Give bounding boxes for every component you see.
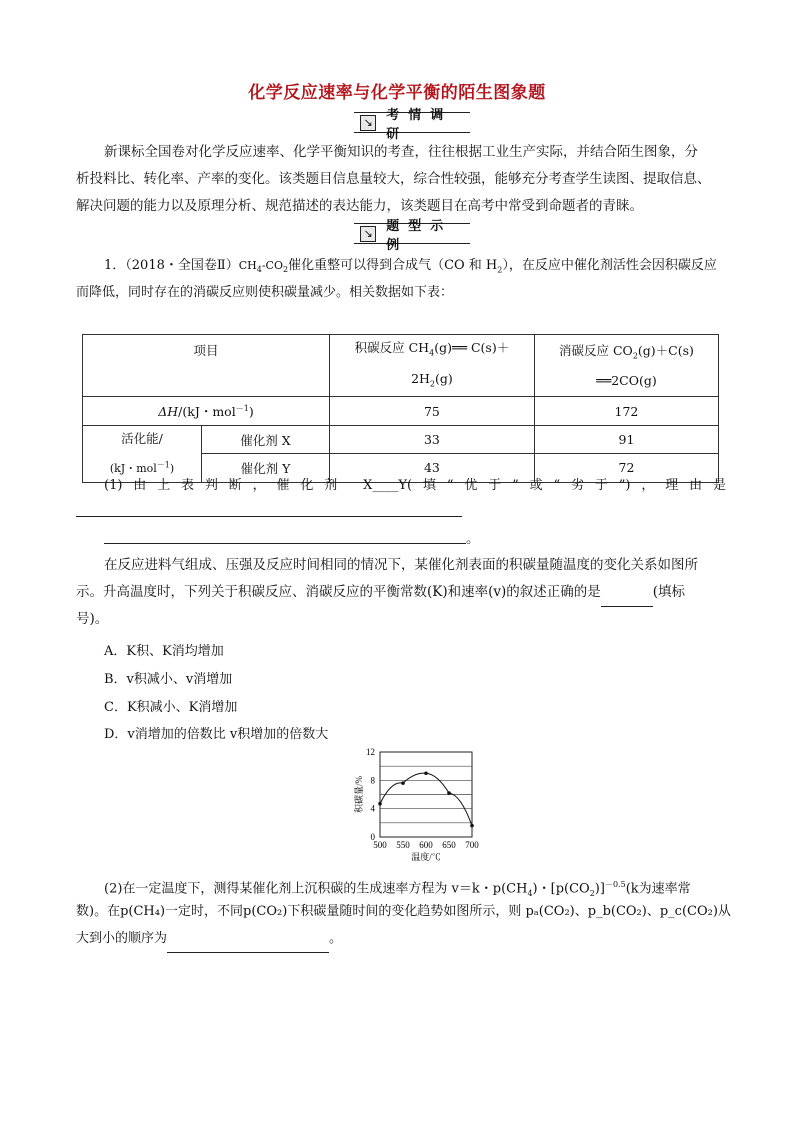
answer-blank [601,579,653,607]
table-cell: 33 [329,426,534,454]
data-point [378,802,382,806]
page-title: 化学反应速率与化学平衡的陌生图象题 [248,83,546,103]
table-header-reaction1: 积碳反应 $CH_4(g)══$ C(s)＋ $2H_2(g)$ [329,335,534,397]
para2-line-2: 示。升高温度时，下列关于积碳反应、消碳反应的平衡常数(K)和速率(v)的叙述正确的是 (填标 [76,579,685,607]
q1-text: 催化重整可以得到合成气（CO 和 H [288,258,498,273]
x-tick-label: 600 [419,840,433,850]
section-header-tixing [354,218,470,253]
x-tick-label: 700 [465,840,479,850]
table-header-item: 项目 [83,335,330,397]
x-tick-label: 500 [373,840,387,850]
option-d: D．v消增加的倍数比 v积增加的倍数大 [104,727,329,742]
table-cell: 91 [534,426,718,454]
q1-line-2: 而降低，同时存在的消碳反应则使积碳量减少。相关数据如下表： [76,285,454,300]
option-b: B．v积减小、v消增加 [104,672,233,687]
option-c: C．K积减小、K消增加 [104,700,238,715]
section-header-kaoqing [354,107,470,142]
data-table [82,334,719,483]
y-tick-label: 12 [366,747,375,757]
data-point [447,791,451,795]
answer-line [104,543,466,544]
data-point [401,781,405,785]
q1-2-line-2: 数)。在p(CH₄)一定时，不同p(CO₂)下积碳量随时间的变化趋势如图所示，则 pₐ(CO₂)、p_b(CO₂)、p_c(CO₂)从 [76,904,731,919]
q1-text-tail: ），在反应中催化剂活性会因积碳反应 [502,258,717,273]
q1-2-line-3: 大到小的顺序为 。 [76,925,342,953]
section-label: 考情调研 [386,107,453,142]
data-point [470,824,474,828]
table-cell: 43 [329,454,534,482]
arrow-icon: ↘ [360,226,376,242]
q1-1-end: 。 [466,531,480,547]
table-row-ea-label: 活化能/ (kJ・mol$^{-1}$) [83,426,202,483]
table-cell-catalyst-x: 催化剂 X [202,426,330,454]
arrow-icon: ↘ [360,115,376,131]
section-label: 题型示例 [386,218,453,253]
table-cell: 75 [329,397,534,426]
q1-source: 1．（2018・全国卷Ⅱ） [104,258,239,273]
table-cell-catalyst-y: 催化剂 Y [202,454,330,482]
carbon-deposition-chart [340,744,490,862]
table-header-reaction2: 消碳反应 $CO_2(g)+C(s)$ ══2CO(g) [534,335,718,397]
x-tick-label: 650 [442,840,456,850]
table-row-dh-label: ΔH/(kJ・mol$^{-1}$) [83,397,330,426]
intro-line-2: 析投料比、转化率、产率的变化。该类题目信息量较大，综合性较强，能够充分考查学生读图、提取信息、 [76,171,711,187]
answer-blank [167,925,329,953]
q1-1-line: (1)由上表判断，催化剂 X____Y(填“优于”或“劣于”)，理由是 [104,478,726,493]
para2-line-1: 在反应进料气组成、压强及反应时间相同的情况下，某催化剂表面的积碳量随温度的变化关系如图所 [104,557,698,573]
x-tick-label: 550 [396,840,410,850]
option-a: A．K积、K消均增加 [104,644,224,659]
y-tick-label: 4 [370,803,375,814]
q1-2-line-1: (2)在一定温度下，测得某催化剂上沉积碳的生成速率方程为 v＝k・$p(CH_4)$・$[p(CO_2)]^{-0.5}(k$为速率常 [104,880,691,898]
table-cell: 172 [534,397,718,426]
data-point [424,771,428,775]
intro-line-3: 解决问题的能力以及原理分析、规范描述的表达能力，该类题目在高考中常受到命题者的青睐。 [76,198,643,214]
answer-line [76,516,462,517]
series-line [380,773,472,826]
y-tick-label: 8 [370,775,375,786]
y-tick-label: 0 [370,832,375,842]
para2-line-3: 号)。 [76,611,109,627]
y-axis-label: 积碳量/% [354,776,364,813]
x-axis-label: 温度/℃ [411,852,441,862]
q1-line-1: 1．（2018・全国卷$Ⅱ)CH_4-CO_2$催化重整可以得到合成气（CO 和 $H_2$），在反应中催化剂活性会因积碳反应 [104,258,717,275]
table-cell: 72 [534,454,718,482]
intro-line-1: 新课标全国卷对化学反应速率、化学平衡知识的考查，往往根据工业生产实际，并结合陌生图象，分 [104,144,698,160]
